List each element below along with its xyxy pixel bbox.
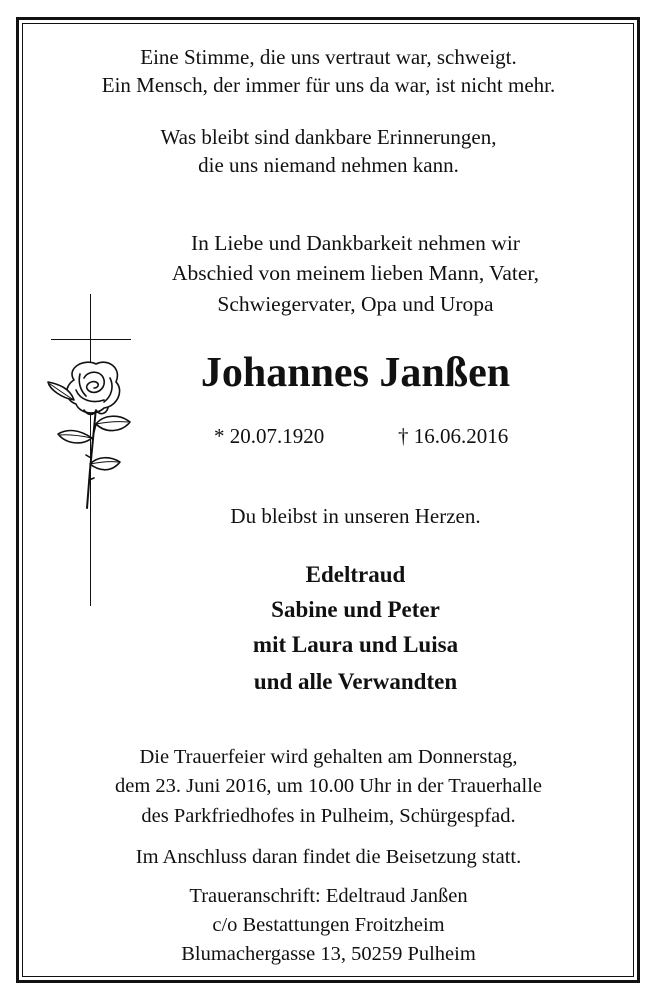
intro-line-2: Abschied von meinem lieben Mann, Vater, bbox=[171, 261, 540, 285]
ceremony-line-3: des Parkfriedhofes in Pulheim, Schürgespfad. bbox=[141, 805, 516, 827]
ceremony-line-4: Im Anschluss daran findet die Beisetzung statt. bbox=[135, 846, 522, 868]
address-line-3: Blumachergasse 13, 50259 Pulheim bbox=[181, 943, 476, 965]
family-line-3: mit Laura und Luisa bbox=[252, 632, 459, 657]
ceremony-line-2: dem 23. Juni 2016, um 10.00 Uhr in der Trauerhalle bbox=[114, 775, 543, 797]
motto: Du bleibst in unseren Herzen. bbox=[230, 504, 481, 528]
family-line-2: Sabine und Peter bbox=[271, 597, 440, 622]
intro-line-1: In Liebe und Dankbarkeit nehmen wir bbox=[191, 231, 520, 255]
death-date: † 16.06.2016 bbox=[398, 424, 509, 448]
verse-line-1: Eine Stimme, die uns vertraut war, schweigt. bbox=[140, 45, 517, 69]
verse-line-4: die uns niemand nehmen kann. bbox=[198, 153, 459, 177]
ceremony-line-1: Die Trauerfeier wird gehalten am Donnerstag, bbox=[139, 746, 518, 768]
birth-date: * 20.07.1920 bbox=[214, 424, 325, 448]
cross-horizontal-bar bbox=[51, 339, 131, 340]
address-line-1: Traueranschrift: Edeltraud Janßen bbox=[189, 885, 468, 907]
deceased-name: Johannes Janßen bbox=[200, 350, 511, 396]
address-line-2: c/o Bestattungen Froitzheim bbox=[212, 914, 445, 936]
family-line-1: Edeltraud bbox=[305, 562, 406, 587]
family-line-4: und alle Verwandten bbox=[253, 669, 458, 694]
rose-icon bbox=[44, 360, 134, 510]
verse-line-2: Ein Mensch, der immer für uns da war, ist nicht mehr. bbox=[101, 73, 556, 97]
verse-line-3: Was bleibt sind dankbare Erinnerungen, bbox=[160, 125, 497, 149]
intro-line-3: Schwiegervater, Opa und Uropa bbox=[217, 292, 494, 316]
